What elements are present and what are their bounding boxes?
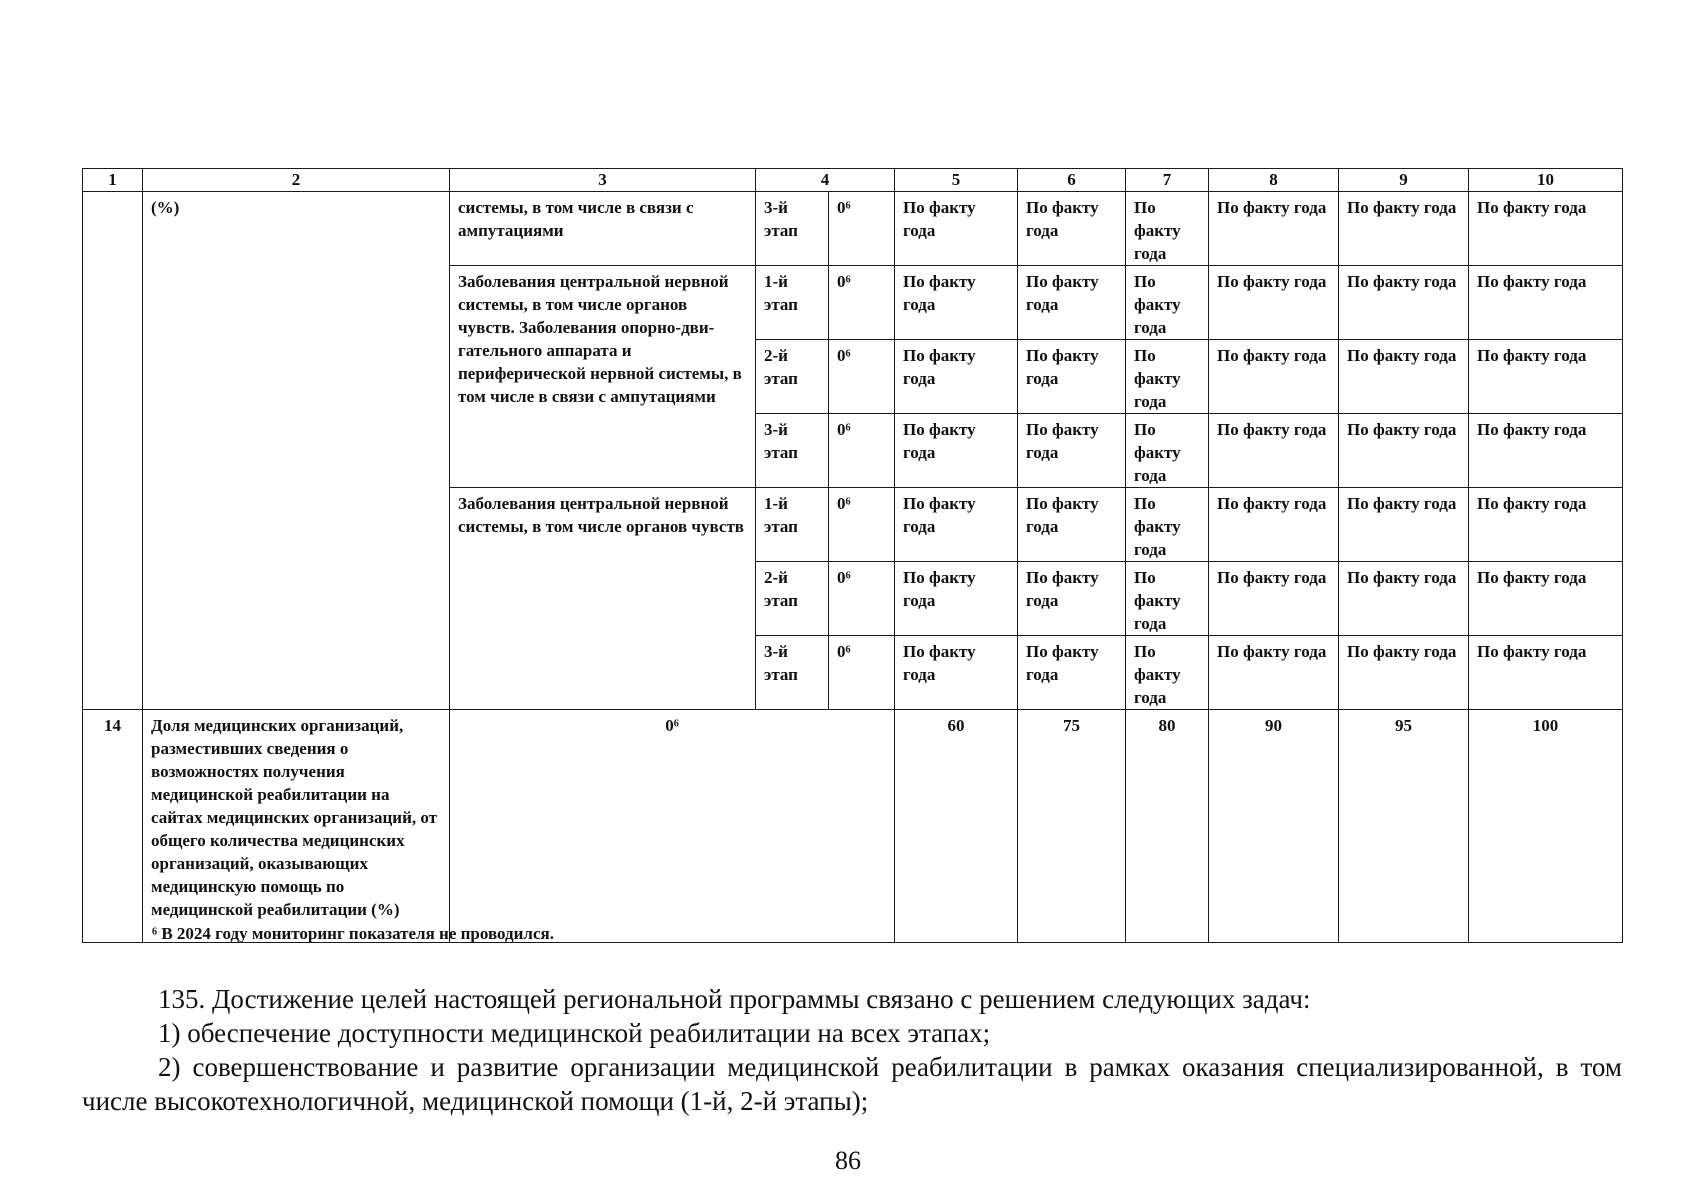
target-value-cell: По факту года: [1018, 340, 1126, 414]
target-value-cell: 60: [895, 710, 1018, 943]
disease-group: Заболевания центральной нервной системы, в том числе органов чувств. Заболевания опорно-дви-гательного аппарата и периферической нервной системы, в том числе в связи с ампутациями: [450, 266, 756, 488]
base-value-cell: 0⁶: [829, 488, 895, 562]
target-value-cell: По факту года: [1469, 266, 1623, 340]
base-value-cell: 0⁶: [450, 710, 895, 943]
target-value-cell: По факту года: [1339, 340, 1469, 414]
disease-group: Заболевания центральной нервной системы, в том числе органов чувств: [450, 488, 756, 710]
stage-cell: 1-й этап: [756, 488, 829, 562]
target-value-cell: По факту года: [1018, 562, 1126, 636]
column-header: 7: [1126, 169, 1209, 192]
target-value-cell: По факту года: [1018, 192, 1126, 266]
target-value-cell: 95: [1339, 710, 1469, 943]
stage-cell: 3-й этап: [756, 192, 829, 266]
target-value-cell: По факту года: [1339, 636, 1469, 710]
stage-cell: 1-й этап: [756, 266, 829, 340]
column-header: 6: [1018, 169, 1126, 192]
stage-cell: 3-й этап: [756, 636, 829, 710]
target-value-cell: По факту года: [1469, 340, 1623, 414]
table-row: [83, 710, 1623, 943]
target-value-cell: По факту года: [1469, 562, 1623, 636]
target-value-cell: По факту года: [1339, 414, 1469, 488]
target-value-cell: По факту года: [1469, 414, 1623, 488]
target-value-cell: 75: [1018, 710, 1126, 943]
target-value-cell: По факту года: [895, 636, 1018, 710]
stage-cell: 2-й этап: [756, 562, 829, 636]
paragraph-135: 135. Достижение целей настоящей региональной программы связано с решением следующих задач:: [158, 984, 1311, 1014]
column-header: 4: [756, 169, 895, 192]
indicators-table: [82, 168, 1623, 943]
stage-cell: 2-й этап: [756, 340, 829, 414]
target-value-cell: По факту года: [1126, 340, 1209, 414]
target-value-cell: По факту года: [1018, 636, 1126, 710]
stage-cell: 3-й этап: [756, 414, 829, 488]
target-value-cell: По факту года: [1209, 266, 1339, 340]
target-value-cell: По факту года: [1126, 488, 1209, 562]
target-value-cell: По факту года: [1209, 562, 1339, 636]
page-number: 86: [835, 1146, 861, 1175]
base-value-cell: 0⁶: [829, 340, 895, 414]
target-value-cell: По факту года: [1126, 192, 1209, 266]
target-value-cell: По факту года: [1126, 562, 1209, 636]
target-value-cell: По факту года: [1469, 192, 1623, 266]
column-header: 1: [83, 169, 143, 192]
target-value-cell: По факту года: [1126, 636, 1209, 710]
table-row: [83, 192, 1623, 266]
target-value-cell: 90: [1209, 710, 1339, 943]
target-value-cell: По факту года: [1018, 488, 1126, 562]
target-value-cell: 100: [1469, 710, 1623, 943]
footnote: ⁶ В 2024 году мониторинг показателя не проводился.: [152, 924, 554, 943]
column-header: 9: [1339, 169, 1469, 192]
row-number-empty: [83, 192, 143, 710]
target-value-cell: По факту года: [895, 414, 1018, 488]
disease-group: системы, в том числе в связи с ампутациями: [450, 192, 756, 266]
target-value-cell: По факту года: [1339, 488, 1469, 562]
target-value-cell: По факту года: [1209, 488, 1339, 562]
target-value-cell: По факту года: [1018, 414, 1126, 488]
row-number: 14: [83, 710, 143, 943]
target-value-cell: По факту года: [1126, 414, 1209, 488]
base-value-cell: 0⁶: [829, 266, 895, 340]
target-value-cell: По факту года: [1209, 340, 1339, 414]
base-value-cell: 0⁶: [829, 636, 895, 710]
task-item-2: 2) совершенствование и развитие организации медицинской реабилитации в рамках оказания специализированной, в том числе высокотехнологичной, медицинской помощи (1-й, 2-й этапы);: [82, 1052, 1622, 1116]
target-value-cell: По факту года: [895, 266, 1018, 340]
target-value-cell: По факту года: [1209, 192, 1339, 266]
target-value-cell: По факту года: [1209, 636, 1339, 710]
target-value-cell: По факту года: [895, 340, 1018, 414]
target-value-cell: По факту года: [1339, 562, 1469, 636]
target-value-cell: По факту года: [1018, 266, 1126, 340]
target-value-cell: По факту года: [1469, 488, 1623, 562]
column-header: 5: [895, 169, 1018, 192]
column-header: 2: [143, 169, 450, 192]
column-header: 10: [1469, 169, 1623, 192]
column-header: 8: [1209, 169, 1339, 192]
indicator-name: (%): [143, 192, 450, 710]
target-value-cell: По факту года: [1126, 266, 1209, 340]
target-value-cell: 80: [1126, 710, 1209, 943]
target-value-cell: По факту года: [895, 488, 1018, 562]
target-value-cell: По факту года: [895, 562, 1018, 636]
target-value-cell: По факту года: [1339, 192, 1469, 266]
target-value-cell: По факту года: [1339, 266, 1469, 340]
column-header: 3: [450, 169, 756, 192]
target-value-cell: По факту года: [1209, 414, 1339, 488]
task-item-1: 1) обеспечение доступности медицинской реабилитации на всех этапах;: [158, 1018, 991, 1048]
base-value-cell: 0⁶: [829, 192, 895, 266]
base-value-cell: 0⁶: [829, 562, 895, 636]
target-value-cell: По факту года: [1469, 636, 1623, 710]
base-value-cell: 0⁶: [829, 414, 895, 488]
column-number-row: [83, 169, 1623, 192]
target-value-cell: По факту года: [895, 192, 1018, 266]
indicator-name: Доля медицинских организаций, разместивших сведения о возможностях получения медицинской реабилитации на сайтах медицинских организаций, от общего количества медицинских организаций, оказывающих медицинскую помощь по медицинской реабилитации (%): [143, 710, 450, 943]
